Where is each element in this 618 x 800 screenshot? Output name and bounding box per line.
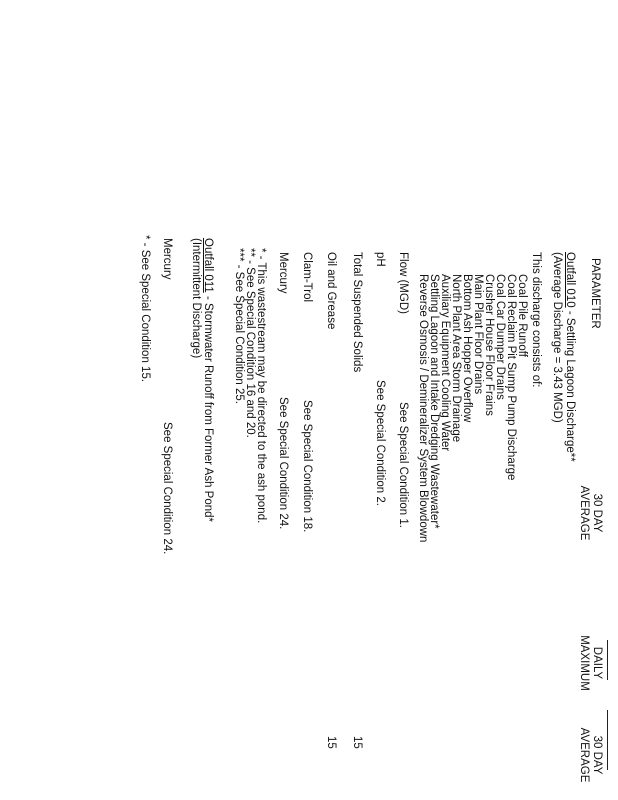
outfall-011-mercury-value: See Special Condition 24. [161,422,173,555]
row-ph-param: pH [374,252,386,267]
header-30day2-line2: AVERAGE [578,727,591,783]
header-daily-line2: MAXIMUM [578,635,591,691]
outfall-010-item: Coal Pile Runoff [516,274,528,357]
row-ph-value: See Special Condition 2. [374,380,386,506]
footnote-3: *** - See Special Condition 25. [233,248,245,404]
outfall-011-sub: (Intermittent Discharge) [190,238,202,359]
outfall-010-title-rest: - Settling Lagoon Discharge** [564,307,576,462]
header-daily-maximum [578,628,602,698]
outfall-010-item: Coal Reclaim Pit Sump Pump Discharge [505,274,517,481]
header-30day-line1: 30 DAY [591,493,603,533]
row-clamtrol-param: Clam-Trol [301,252,313,303]
outfall-010-item: North Plant Area Storm Drainage [450,274,462,443]
row-flow-value: See Special Condition 1. [397,402,409,528]
header-30day-average-2 [578,720,602,790]
row-tss-col3: 15 [351,736,363,749]
row-mercury-param: Mercury [277,252,289,294]
row-oil-param: Oil and Grease [325,252,337,330]
header-parameter: PARAMETER [589,258,601,329]
row-oil-col3: 15 [325,736,337,749]
header-rule-daily [607,640,608,680]
outfall-010-item: Crusher House Floor Frains [483,274,495,416]
outfall-010-average: (Average Discharge = 3.43 MGD) [551,252,563,423]
outfall-011-link: Outfall 011 [202,238,214,293]
header-30day2-line1: 30 DAY [591,735,603,775]
row-flow-param: Flow (MGD) [397,252,409,314]
outfall-010-item: Settling Lagoon and Intake Dredging Wastewater* [428,274,440,529]
header-daily-line1: DAILY [591,646,603,680]
outfall-011-mercury: Mercury [161,238,173,280]
outfall-011-title-rest: - Stormwater Runoff from Former Ash Pond* [202,292,214,522]
outfall-010-link: Outfall 010 [564,252,576,308]
outfall-011-title [202,238,214,522]
outfall-010-item: Bottom Ash Hopper Overflow [461,274,473,423]
header-30day-line2: AVERAGE [578,485,591,541]
outfall-010-title [564,252,576,462]
row-mercury-value: See Special Condition 24. [277,397,289,530]
footnote-1: * - This wastestream may be directed to the ash pond. [255,248,267,524]
header-30day-average [578,478,602,548]
header-rule-30day [607,710,608,770]
outfall-010-item: Reverse Osmosis / Demineralizer System Blowdown [417,274,429,543]
outfall-010-item: Main Plant Floor Drains [472,274,484,395]
row-clamtrol-value: See Special Condition 18. [301,400,313,533]
footnote-2: ** - See Special Condition 16 and 20. [244,248,256,438]
row-tss-param: Total Suspended Solids [351,252,363,373]
outfall-010-item: Coal Car Dumper Drains [494,274,506,400]
outfall-010-item: Auxiliary Equipment Cooling Water [439,274,451,452]
outfall-010-consists: This discharge consists of: [530,252,542,388]
outfall-011-footnote: * - See Special Condition 15. [139,235,151,383]
